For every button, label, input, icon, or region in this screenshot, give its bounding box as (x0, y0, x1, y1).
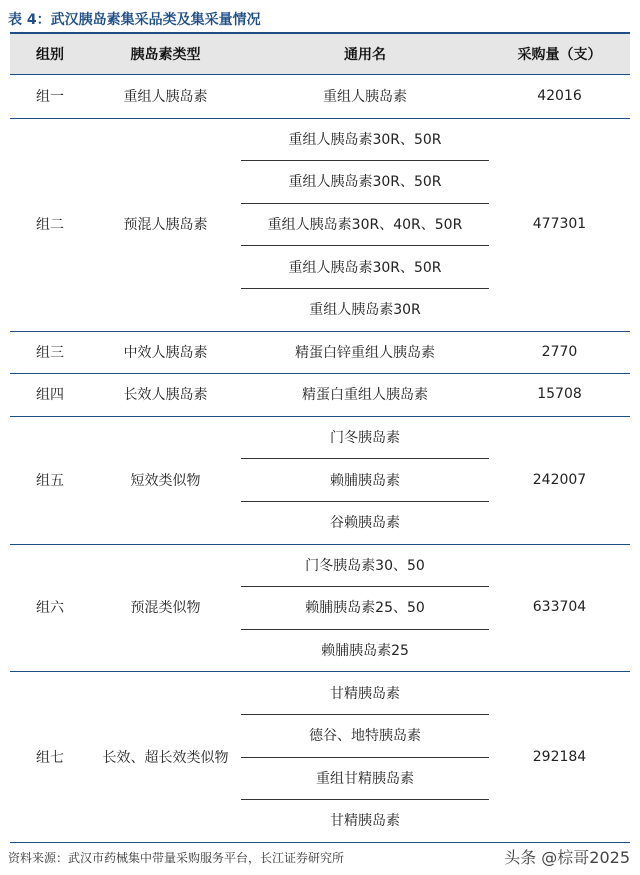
sub-row-divider (241, 586, 489, 587)
group-cell: 组六 (36, 600, 64, 617)
group-cell: 组三 (36, 344, 64, 361)
group-cell: 组一 (36, 89, 64, 106)
generic-name-cell: 重组人胰岛素 (323, 89, 407, 106)
group-cell: 组五 (36, 472, 64, 489)
header-generic-name: 通用名 (344, 47, 386, 63)
source-note: 资料来源：武汉市药械集中带量采购服务平台，长江证券研究所 (8, 851, 345, 865)
header-group: 组别 (36, 47, 64, 63)
generic-name-cell: 精蛋白重组人胰岛素 (302, 387, 428, 404)
generic-name-cell: 德谷、地特胰岛素 (309, 728, 421, 745)
table-title: 表 4：武汉胰岛素集采品类及集采量情况 (8, 12, 261, 28)
generic-name-cell: 门冬胰岛素30、50 (305, 557, 425, 574)
generic-name-cell: 重组人胰岛素30R、40R、50R (267, 217, 463, 234)
quantity-cell: 477301 (532, 216, 587, 233)
sub-row-divider (241, 629, 489, 630)
quantity-cell: 292184 (532, 748, 587, 765)
insulin-type-cell: 短效类似物 (130, 472, 201, 489)
header-insulin-type: 胰岛素类型 (130, 47, 201, 63)
insulin-type-cell: 长效人胰岛素 (123, 387, 208, 404)
sub-row-divider (241, 501, 489, 502)
sub-row-divider (241, 160, 489, 161)
generic-name-cell: 重组人胰岛素30R、50R (288, 174, 442, 191)
generic-name-cell: 甘精胰岛素 (330, 685, 400, 702)
insulin-type-cell: 中效人胰岛素 (123, 344, 208, 361)
sub-row-divider (241, 799, 489, 800)
generic-name-cell: 重组人胰岛素30R、50R (288, 131, 442, 148)
generic-name-cell: 重组人胰岛素30R、50R (288, 259, 442, 276)
insulin-type-cell: 预混类似物 (130, 600, 201, 617)
generic-name-cell: 重组甘精胰岛素 (316, 770, 414, 787)
insulin-type-cell: 重组人胰岛素 (123, 89, 208, 106)
generic-name-cell: 门冬胰岛素 (330, 430, 400, 447)
generic-name-cell: 重组人胰岛素30R (309, 302, 421, 319)
quantity-cell: 15708 (537, 386, 582, 403)
quantity-cell: 242007 (532, 471, 587, 488)
sub-row-divider (241, 757, 489, 758)
quantity-cell: 42016 (537, 88, 582, 105)
insulin-type-cell: 预混人胰岛素 (123, 217, 208, 234)
generic-name-cell: 谷赖胰岛素 (330, 515, 400, 532)
row-divider (10, 842, 630, 843)
group-cell: 组二 (36, 217, 64, 234)
header-quantity: 采购量（支） (517, 47, 602, 63)
sub-row-divider (241, 245, 489, 246)
quantity-cell: 2770 (541, 343, 578, 360)
insulin-type-cell: 长效、超长效类似物 (102, 749, 229, 766)
quantity-cell: 633704 (532, 599, 587, 616)
sub-row-divider (241, 714, 489, 715)
group-cell: 组七 (36, 749, 64, 766)
generic-name-cell: 甘精胰岛素 (330, 813, 400, 830)
sub-row-divider (241, 458, 489, 459)
watermark: 头条 @棕哥2025 (504, 848, 630, 867)
generic-name-cell: 赖脯胰岛素 (330, 472, 400, 489)
group-cell: 组四 (36, 387, 64, 404)
sub-row-divider (241, 288, 489, 289)
generic-name-cell: 赖脯胰岛素25、50 (305, 600, 425, 617)
generic-name-cell: 精蛋白锌重组人胰岛素 (295, 344, 435, 361)
generic-name-cell: 赖脯胰岛素25 (321, 643, 409, 660)
sub-row-divider (241, 203, 489, 204)
